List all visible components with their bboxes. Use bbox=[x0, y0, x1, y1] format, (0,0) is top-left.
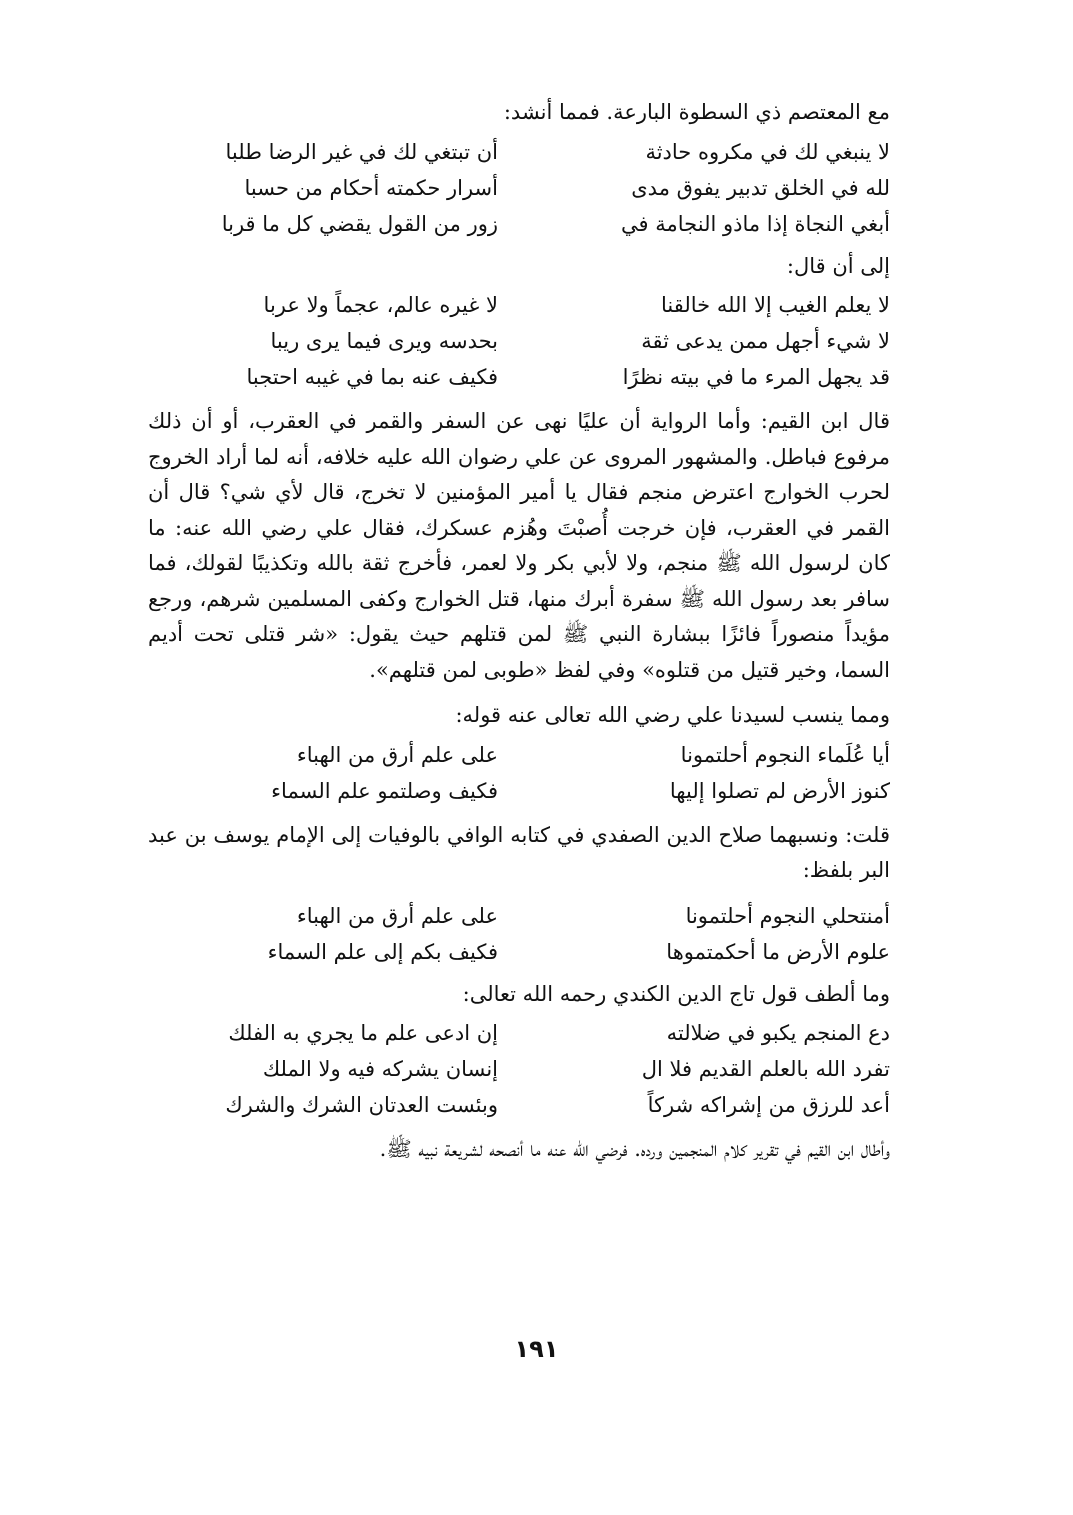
second-hemistich: على علم أرق من الهباء bbox=[296, 742, 498, 767]
first-hemistich: أيا عُلَماء النجوم أحلتمونا bbox=[680, 742, 890, 767]
verse bbox=[148, 324, 890, 360]
verse bbox=[148, 935, 890, 971]
verse bbox=[148, 171, 890, 207]
paragraph-ibn-al-qayyim: قال ابن القيم: وأما الرواية أن عليًا نهى عن السفر والقمر في العقرب، أو أن ذلك مرفوع فباطل. والمشهور المروى عن علي رضوان الله عليه خلافه، أنه لما أراد الخروج لحرب الخوارج اعترض منجم فقال يا أمير المؤمنين لا تخرج، قال لأي شي؟ قال أن القمر في العقرب، فإن خرجت أُصبْتَ وهُزم عسكرك، فقال علي رضي الله عنه: ما كان لرسول الله ﷺ منجم، ولا لأبي بكر ولا لعمر، فأخرج ثقة بالله وتكذيبًا لقولك، فما سافر بعد رسول الله ﷺ سفرة أبرك منها، قتل الخوارج وكفى المسلمين شرهم، ورجع مؤيداً منصوراً فائزًا ببشارة النبي ﷺ لمن قتلهم حيث يقول: «شر قتلى تحت أديم السما، وخير قتيل من قتلوه» وفي لفظ «طوبى لمن قتلهم». bbox=[148, 409, 890, 682]
first-hemistich: لا يعلم الغيب إلا الله خالقنا bbox=[661, 293, 890, 318]
second-hemistich: لا غيره عالم، عجماً ولا عربا bbox=[263, 293, 498, 318]
second-hemistich: إنسان يشركه فيه ولا الملك bbox=[262, 1057, 498, 1082]
poem-2 bbox=[148, 738, 890, 810]
verse bbox=[148, 1088, 890, 1124]
first-hemistich: لا شيء أجهل ممن يدعى ثقة bbox=[641, 329, 890, 354]
first-hemistich: قد يجهل المرء ما في بيته نظرًا bbox=[622, 365, 890, 390]
first-hemistich: أبغي النجاة إذا ماذو النجامة في bbox=[621, 211, 890, 236]
second-hemistich: وبئست العدتان الشرك والشرك bbox=[225, 1093, 498, 1118]
first-hemistich: أمنتحلي النجوم أحلتمونا bbox=[685, 903, 890, 928]
verse bbox=[148, 774, 890, 810]
verse bbox=[148, 288, 890, 324]
second-hemistich: زور من القول يقضي كل ما قربا bbox=[221, 211, 498, 236]
page-number: ١٩١ bbox=[514, 1335, 559, 1363]
closing-paragraph: وأطال ابن القيم في تقرير كلام المنجمين ورده. فرضي الله عنه ما أنصحه لشريعة نبيه ﷺ. bbox=[379, 1137, 890, 1161]
poem-1-part-2 bbox=[148, 288, 890, 396]
paragraph-safadi: قلت: ونسبهما صلاح الدين الصفدي في كتابه الوافي بالوفيات إلى الإمام يوسف بن عبد البر بلفظ: bbox=[148, 822, 890, 882]
attribution-ali: ومما ينسب لسيدنا علي رضي الله تعالى عنه قوله: bbox=[455, 703, 890, 727]
verse bbox=[148, 1016, 890, 1052]
second-hemistich: على علم أرق من الهباء bbox=[296, 903, 498, 928]
first-hemistich: تفرد الله بالعلم القديم فلا ال bbox=[641, 1057, 890, 1082]
verse bbox=[148, 207, 890, 243]
verse bbox=[148, 135, 890, 171]
verse bbox=[148, 738, 890, 774]
first-hemistich: أعد للرزق من إشراكه شركاً bbox=[647, 1093, 890, 1118]
intro-line: مع المعتصم ذي السطوة البارعة. فمما أنشد: bbox=[503, 100, 890, 124]
first-hemistich: دع المنجم يكبو في ضلالته bbox=[666, 1021, 890, 1046]
second-hemistich: فكيف بكم إلى علم السماء bbox=[267, 939, 498, 964]
second-hemistich: إن ادعى علم ما يجري به الفلك bbox=[228, 1021, 498, 1046]
first-hemistich: لا ينبغي لك في مكروه حادثة bbox=[645, 139, 890, 164]
second-hemistich: فكيف عنه بما في غيبه احتجبا bbox=[246, 365, 498, 390]
first-hemistich: لله في الخلق تدبير يفوق مدى bbox=[631, 175, 890, 200]
until-he-said: إلى أن قال: bbox=[786, 253, 890, 278]
poem-3 bbox=[148, 899, 890, 971]
page-body bbox=[148, 95, 890, 1178]
first-hemistich: كنوز الأرض لم تصلوا إليها bbox=[669, 778, 890, 803]
first-hemistich: علوم الأرض ما أحكمتموها bbox=[666, 939, 890, 964]
verse bbox=[148, 360, 890, 396]
second-hemistich: أن تبتغي لك في غير الرضا طلبا bbox=[225, 139, 498, 164]
attribution-kindi: وما ألطف قول تاج الدين الكندي رحمه الله تعالى: bbox=[462, 981, 890, 1006]
second-hemistich: أسرار حكمته أحكام من حسبا bbox=[244, 175, 498, 200]
verse bbox=[148, 899, 890, 935]
verse bbox=[148, 1052, 890, 1088]
second-hemistich: بحدسه ويرى فيما يرى ريبا bbox=[270, 329, 498, 354]
poem-4 bbox=[148, 1016, 890, 1124]
poem-1-part-1 bbox=[148, 135, 890, 243]
second-hemistich: فكيف وصلتمو علم السماء bbox=[271, 778, 498, 803]
